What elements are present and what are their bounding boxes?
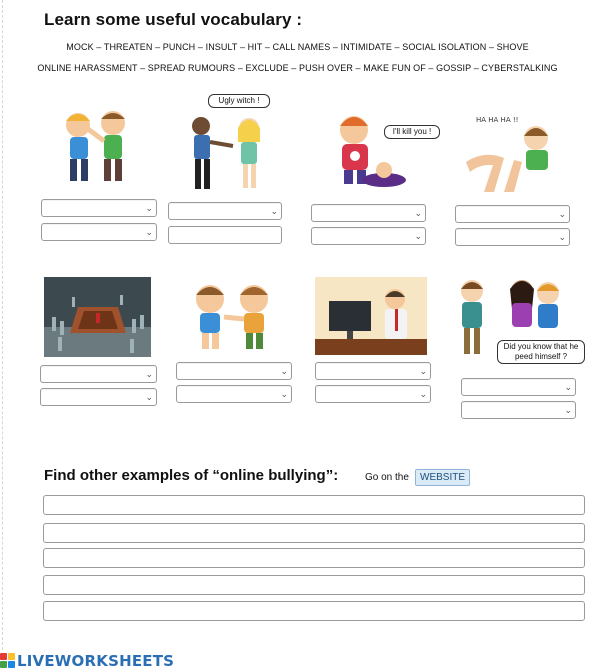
chevron-down-icon: ⌄: [145, 392, 153, 402]
chevron-down-icon: ⌄: [558, 232, 566, 242]
answer-select-6a[interactable]: [176, 362, 292, 380]
speech-bubble-kill-you: I'll kill you !: [384, 125, 440, 139]
chevron-down-icon: ⌄: [419, 366, 427, 376]
answer-select-8a[interactable]: [461, 378, 576, 396]
liveworksheets-logo-icon: [0, 653, 15, 668]
chevron-down-icon: ⌄: [414, 208, 422, 218]
answer-select-6b[interactable]: [176, 385, 292, 403]
logo-square-green: [0, 661, 7, 668]
chevron-down-icon: ⌄: [145, 203, 153, 213]
liveworksheets-logo[interactable]: [0, 651, 174, 670]
picture-online-harassment: [315, 277, 427, 355]
answer-select-5a[interactable]: [40, 365, 157, 383]
chevron-down-icon: ⌄: [280, 389, 288, 399]
laugh-text: HA HA HA !!: [476, 116, 519, 124]
answer-select-3b[interactable]: [311, 227, 426, 245]
example-answer-field-2[interactable]: [43, 523, 585, 543]
chevron-down-icon: ⌄: [564, 405, 572, 415]
picture-social-isolation: [44, 277, 151, 357]
answer-text-2b[interactable]: [168, 226, 282, 244]
answer-select-4b[interactable]: [455, 228, 570, 246]
website-button[interactable]: WEBSITE: [415, 469, 470, 486]
answer-select-8b[interactable]: [461, 401, 576, 419]
example-answer-field-4[interactable]: [43, 575, 585, 595]
answer-select-3a[interactable]: [311, 204, 426, 222]
vocabulary-line-1: MOCK – THREATEN – PUNCH – INSULT – HIT – CALL NAMES – INTIMIDATE – SOCIAL ISOLATION – SHOVE: [66, 42, 529, 52]
vocabulary-line-2: ONLINE HARASSMENT – SPREAD RUMOURS – EXCLUDE – PUSH OVER – MAKE FUN OF – GOSSIP – CYBERSTALKING: [37, 63, 558, 73]
chevron-down-icon: ⌄: [145, 369, 153, 379]
logo-square-red: [0, 653, 7, 660]
example-answer-field-1[interactable]: [43, 495, 585, 515]
chevron-down-icon: ⌄: [564, 382, 572, 392]
liveworksheets-logo-text: LIVEWORKSHEETS: [17, 651, 175, 670]
answer-select-1a[interactable]: [41, 199, 157, 217]
page-margin-guide: [2, 0, 3, 650]
picture-threaten: [322, 108, 432, 190]
logo-square-yellow: [8, 653, 15, 660]
find-examples-heading: Find other examples of “online bullying”:: [44, 467, 339, 484]
answer-select-2a[interactable]: [168, 202, 282, 220]
example-answer-field-3[interactable]: [43, 548, 585, 568]
answer-select-7b[interactable]: [315, 385, 431, 403]
logo-square-blue: [8, 661, 15, 668]
go-on-label: Go on the: [365, 472, 409, 483]
example-answer-field-5[interactable]: [43, 601, 585, 621]
chevron-down-icon: ⌄: [270, 206, 278, 216]
chevron-down-icon: ⌄: [280, 366, 288, 376]
chevron-down-icon: ⌄: [419, 389, 427, 399]
chevron-down-icon: ⌄: [414, 231, 422, 241]
speech-bubble-ugly-witch: Ugly witch !: [208, 94, 270, 108]
answer-select-5b[interactable]: [40, 388, 157, 406]
chevron-down-icon: ⌄: [558, 209, 566, 219]
speech-bubble-peed: Did you know that he peed himself ?: [497, 340, 585, 364]
answer-select-4a[interactable]: [455, 205, 570, 223]
page-title: Learn some useful vocabulary :: [44, 10, 303, 29]
answer-select-7a[interactable]: [315, 362, 431, 380]
picture-mock: [464, 110, 564, 192]
chevron-down-icon: ⌄: [145, 227, 153, 237]
answer-select-1b[interactable]: [41, 223, 157, 241]
picture-hit: [188, 277, 280, 353]
picture-punch: [58, 103, 136, 189]
picture-insult: [185, 112, 270, 194]
